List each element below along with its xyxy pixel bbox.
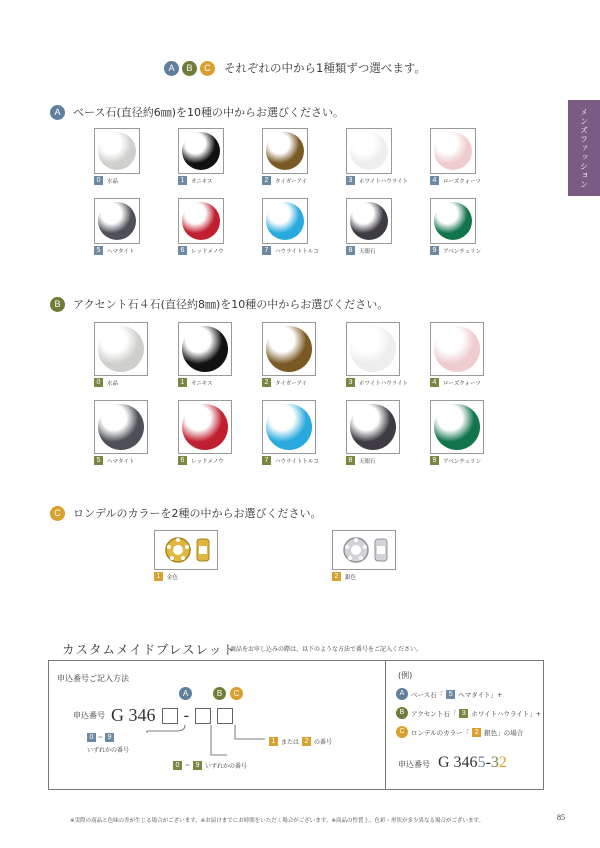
range-b-end: 9 <box>193 761 202 770</box>
example-line-c-num: 2 <box>472 728 481 737</box>
item-number: 0 <box>94 176 103 185</box>
range-c-or: または <box>281 739 300 746</box>
rondel-gold-num: 1 <box>154 572 163 581</box>
sectionA-item-5[interactable] <box>94 198 140 255</box>
item-number: 1 <box>178 176 187 185</box>
sectionB-item-7-caption <box>262 456 319 465</box>
range-b-start: 0 <box>173 761 182 770</box>
sectionA-item-9[interactable] <box>430 198 481 255</box>
sectionB-item-9[interactable] <box>430 400 484 465</box>
sectionA-item-3-image <box>346 128 392 174</box>
sectionA-item-8-caption <box>346 246 392 255</box>
sectionB-item-9-caption <box>430 456 484 465</box>
sectionA-item-9-caption <box>430 246 481 255</box>
item-name: ヘマタイト <box>107 458 135 465</box>
bead-icon <box>182 132 220 170</box>
sectionB-item-7[interactable] <box>262 400 319 465</box>
sectionA-item-1-caption <box>178 176 224 185</box>
item-number: 2 <box>262 176 271 185</box>
sectionA-item-5-image <box>94 198 140 244</box>
item-number: 5 <box>94 246 103 255</box>
item-name: ヘマタイト <box>107 248 135 255</box>
bead-icon <box>182 326 228 372</box>
sectionA-item-4-image <box>430 128 476 174</box>
side-tab-mens-fashion[interactable]: メンズファッション <box>568 100 600 196</box>
rondel-silver-caption <box>332 572 396 581</box>
code-prefix: G 346 <box>111 705 156 725</box>
item-number: 2 <box>262 378 271 387</box>
sectionA-item-7-image <box>262 198 308 244</box>
sectionA-item-4[interactable] <box>430 128 481 185</box>
sectionB-item-1-image <box>178 322 232 376</box>
sectionA-item-7[interactable] <box>262 198 319 255</box>
section-c-title: ロンデルのカラーを2種の中からお選びください。 <box>73 507 322 520</box>
item-number: 1 <box>178 378 187 387</box>
item-number: 6 <box>178 246 187 255</box>
badge-c: C <box>200 61 215 76</box>
example-line-a-num: 5 <box>446 690 455 699</box>
item-number: 9 <box>430 456 439 465</box>
sectionA-item-0-caption <box>94 176 140 185</box>
range-c-1: 1 <box>269 737 278 746</box>
item-name: 天眼石 <box>359 458 376 465</box>
sectionB-item-6-image <box>178 400 232 454</box>
footer-note: ※実際の商品と色味の差が生じる場合がございます。※お届けまでにお時間をいただく場合がございます。※商品の性質上、色彩・形状が多少異なる場合がございます。 <box>70 818 485 824</box>
example-code-base: G 346 <box>438 754 478 771</box>
example-line-b <box>396 707 541 719</box>
rondel-silver-num: 2 <box>332 572 341 581</box>
item-number: 0 <box>94 378 103 387</box>
item-number: 7 <box>262 456 271 465</box>
item-name: ハウライトトルコ <box>275 458 319 465</box>
section-a-heading <box>50 104 344 120</box>
section-c-badge: C <box>50 506 65 521</box>
sectionB-item-8[interactable] <box>346 400 400 465</box>
item-name: 水晶 <box>107 178 119 185</box>
sectionA-item-9-image <box>430 198 476 244</box>
example-code-label: 申込番号 <box>398 760 430 769</box>
rondel-silver[interactable] <box>332 530 396 581</box>
sectionA-item-0-image <box>94 128 140 174</box>
example-line-a-name: ヘマタイト」+ <box>458 690 503 699</box>
intro-line <box>164 60 426 76</box>
example-line-c <box>396 726 523 738</box>
item-name: アベンチュリン <box>443 248 482 255</box>
sectionB-item-5-caption <box>94 456 148 465</box>
item-name: タイガーアイ <box>275 178 307 185</box>
sectionA-item-5-caption <box>94 246 140 255</box>
item-number: 3 <box>346 378 355 387</box>
range-a-sep: ~ <box>98 734 104 741</box>
sectionB-item-5-image <box>94 400 148 454</box>
range-b <box>173 761 247 770</box>
badge-b: B <box>182 61 197 76</box>
item-number: 6 <box>178 456 187 465</box>
example-code <box>398 754 507 772</box>
item-number: 4 <box>430 176 439 185</box>
item-name: ローズクォーツ <box>443 380 481 387</box>
example-title: (例) <box>398 671 413 680</box>
item-name: 天眼石 <box>359 248 376 255</box>
bead-icon <box>182 404 228 450</box>
example-code-value <box>438 754 507 772</box>
bead-icon <box>266 132 304 170</box>
sectionA-item-7-caption <box>262 246 319 255</box>
bead-icon <box>350 404 396 450</box>
sectionB-item-1-caption <box>178 378 232 387</box>
order-box-divider <box>385 660 386 790</box>
bead-icon <box>98 132 136 170</box>
item-number: 4 <box>430 378 439 387</box>
example-line-c-pre: ロンデルのカラー「 <box>411 728 470 737</box>
item-number: 9 <box>430 246 439 255</box>
item-number: 8 <box>346 456 355 465</box>
item-name: タイガーアイ <box>275 380 307 387</box>
rondel-silver-side-icon <box>374 537 388 563</box>
section-b-badge: B <box>50 297 65 312</box>
item-number: 8 <box>346 246 355 255</box>
item-number: 3 <box>346 176 355 185</box>
item-name: ハウライトトルコ <box>275 248 319 255</box>
custom-note: 商品をお申し込みの際は、以下のような方法で番号をご記入ください。 <box>230 646 423 653</box>
code-badge-a: A <box>179 687 192 700</box>
code-badge-c: C <box>230 687 243 700</box>
sectionA-item-4-caption <box>430 176 481 185</box>
bead-icon <box>350 132 388 170</box>
example-code-dash: - <box>485 754 491 771</box>
rondel-silver-icon <box>341 535 371 565</box>
rondel-silver-name: 銀色 <box>345 574 357 581</box>
range-b-text: いずれかの番号 <box>205 763 248 770</box>
range-c <box>269 737 332 746</box>
sectionA-item-6[interactable] <box>178 198 224 255</box>
section-a-title: ベース石(直径約6㎜)を10種の中からお選びください。 <box>73 106 345 119</box>
range-a-start: 0 <box>87 733 96 742</box>
code-label: 申込番号 <box>73 711 105 720</box>
range-c-2: 2 <box>302 737 311 746</box>
sectionA-item-6-image <box>178 198 224 244</box>
bead-icon <box>434 202 472 240</box>
rondel-gold-name: 金色 <box>167 574 179 581</box>
bead-icon <box>350 326 396 372</box>
sectionB-item-0-caption <box>94 378 148 387</box>
range-a-end: 9 <box>105 733 114 742</box>
sectionA-item-8[interactable] <box>346 198 392 255</box>
item-name: レッドメノウ <box>191 458 224 465</box>
section-b-title: アクセント石４石(直径約8㎜)を10種の中からお選びください。 <box>73 298 389 311</box>
sectionB-item-2-image <box>262 322 316 376</box>
example-line-b-pre: アクセント石「 <box>411 709 457 718</box>
item-number: 7 <box>262 246 271 255</box>
example-badge-c: C <box>396 726 408 738</box>
item-number: 5 <box>94 456 103 465</box>
sectionA-item-1-image <box>178 128 224 174</box>
example-code-a: 5 <box>477 754 486 771</box>
range-a <box>87 733 114 742</box>
item-name: ホワイトハウライト <box>359 178 409 185</box>
sectionB-item-8-image <box>346 400 400 454</box>
example-code-c: 2 <box>498 754 507 771</box>
sectionB-item-4[interactable] <box>430 322 484 387</box>
example-line-a-pre: ベース石「 <box>411 690 444 699</box>
sectionB-item-6[interactable] <box>178 400 232 465</box>
code-bracket-lines <box>49 661 349 791</box>
sectionA-item-8-image <box>346 198 392 244</box>
intro-text: それぞれの中から1種類ずつ選べます。 <box>224 61 426 75</box>
sectionB-item-6-caption <box>178 456 232 465</box>
code-dash: - <box>183 706 190 725</box>
example-line-a <box>396 688 503 700</box>
item-name: 水晶 <box>107 380 119 387</box>
bead-icon <box>434 132 472 170</box>
bead-icon <box>98 202 136 240</box>
item-name: レッドメノウ <box>191 248 224 255</box>
rondel-gold[interactable] <box>154 530 218 581</box>
sectionB-item-5[interactable] <box>94 400 148 465</box>
sectionB-item-9-image <box>430 400 484 454</box>
item-name: ローズクォーツ <box>443 178 481 185</box>
sectionB-item-3-caption <box>346 378 408 387</box>
sectionA-item-1[interactable] <box>178 128 224 185</box>
sectionB-item-4-caption <box>430 378 484 387</box>
sectionA-item-0[interactable] <box>94 128 140 185</box>
range-c-text: の番号 <box>314 739 333 746</box>
section-a-badge: A <box>50 105 65 120</box>
item-name: オニキス <box>191 178 213 185</box>
bead-icon <box>98 404 144 450</box>
sectionB-item-2-caption <box>262 378 316 387</box>
item-name: ホワイトハウライト <box>359 380 409 387</box>
sectionA-item-2-caption <box>262 176 308 185</box>
range-a-text: いずれかの番号 <box>87 747 130 754</box>
example-code-b: 3 <box>490 754 499 771</box>
range-b-sep: ~ <box>185 762 191 769</box>
sectionB-item-4-image <box>430 322 484 376</box>
sectionA-item-2[interactable] <box>262 128 308 185</box>
bead-icon <box>434 404 480 450</box>
bead-icon <box>350 202 388 240</box>
custom-title: カスタムメイドブレスレット <box>62 642 236 657</box>
sectionB-item-0[interactable] <box>94 322 148 387</box>
bead-icon <box>266 326 312 372</box>
example-badge-a: A <box>396 688 408 700</box>
sectionB-item-0-image <box>94 322 148 376</box>
sectionB-item-7-image <box>262 400 316 454</box>
item-name: オニキス <box>191 380 213 387</box>
sectionA-item-2-image <box>262 128 308 174</box>
method-title: 申込番号ご記入方法 <box>57 674 129 683</box>
sectionB-item-3-image <box>346 322 400 376</box>
example-line-b-num: 3 <box>459 709 468 718</box>
rondel-gold-caption <box>154 572 218 581</box>
bead-icon <box>98 326 144 372</box>
sectionB-item-3[interactable] <box>346 322 408 387</box>
page-number: 85 <box>557 813 565 822</box>
code-badge-b: B <box>213 687 226 700</box>
example-line-c-name: 銀色」の場合 <box>484 728 524 737</box>
item-name: アベンチュリン <box>443 458 482 465</box>
badge-a: A <box>164 61 179 76</box>
bead-icon <box>266 404 312 450</box>
sectionB-item-8-caption <box>346 456 400 465</box>
section-b-heading <box>50 296 388 312</box>
rondel-gold-icon <box>163 535 193 565</box>
bead-icon <box>266 202 304 240</box>
rondel-silver-image <box>332 530 396 570</box>
example-badge-b: B <box>396 707 408 719</box>
sectionB-item-1[interactable] <box>178 322 232 387</box>
example-line-b-name: ホワイトハウライト」+ <box>471 709 542 718</box>
sectionA-item-3-caption <box>346 176 408 185</box>
rondel-gold-side-icon <box>196 537 210 563</box>
rondel-gold-image <box>154 530 218 570</box>
sectionA-item-3[interactable] <box>346 128 408 185</box>
sectionA-item-6-caption <box>178 246 224 255</box>
bead-icon <box>434 326 480 372</box>
section-c-heading <box>50 505 321 521</box>
bead-icon <box>182 202 220 240</box>
sectionB-item-2[interactable] <box>262 322 316 387</box>
